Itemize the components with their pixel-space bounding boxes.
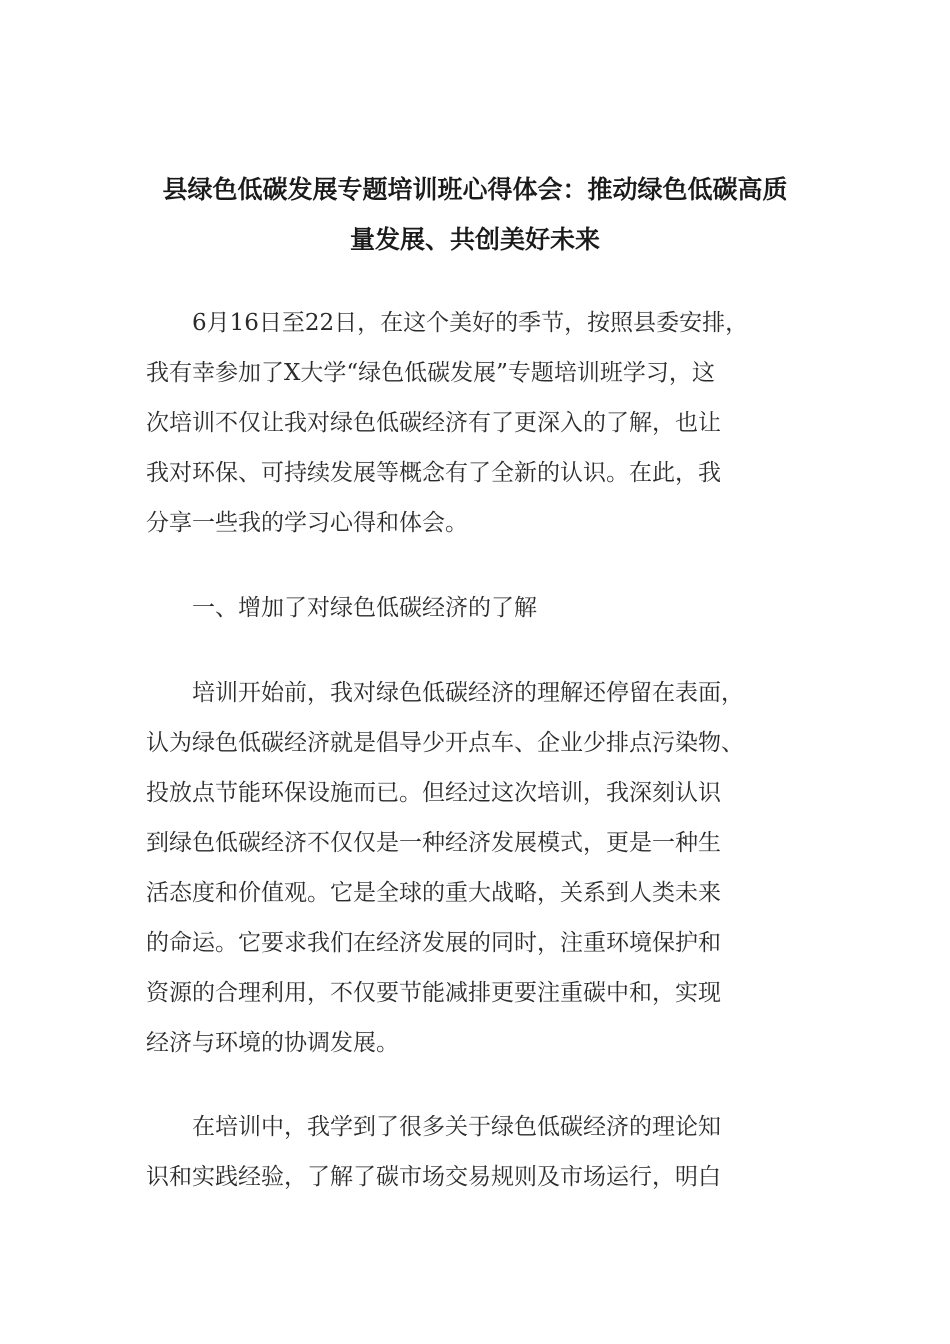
title-line-2: 量发展、共创美好未来 (349, 225, 600, 254)
paragraph-line: 次培训不仅让我对绿色低碳经济有了更深入的了解，也让 (146, 410, 721, 436)
paragraph-line: 活态度和价值观。它是全球的重大战略，关系到人类未来 (146, 880, 721, 906)
document-title (0, 165, 950, 265)
paragraph-line: 培训开始前，我对绿色低碳经济的理解还停留在表面， (146, 680, 744, 706)
paragraph-line: 我对环保、可持续发展等概念有了全新的认识。在此，我 (146, 460, 721, 486)
paragraph-line: 分享一些我的学习心得和体会。 (146, 510, 468, 536)
paragraph-line: 认为绿色低碳经济就是倡导少开点车、企业少排点污染物、 (146, 730, 744, 756)
paragraph-line: 到绿色低碳经济不仅仅是一种经济发展模式，更是一种生 (146, 830, 721, 856)
paragraph-line: 我有幸参加了X大学“绿色低碳发展”专题培训班学习，这 (146, 360, 715, 386)
paragraph-line: 投放点节能环保设施而已。但经过这次培训，我深刻认识 (146, 780, 721, 806)
paragraph-line: 在培训中，我学到了很多关于绿色低碳经济的理论知 (146, 1114, 721, 1140)
paragraph-line: 资源的合理利用，不仅要节能减排更要注重碳中和，实现 (146, 980, 721, 1006)
paragraph-line: 的命运。它要求我们在经济发展的同时，注重环境保护和 (146, 930, 721, 956)
paragraph-line: 识和实践经验，了解了碳市场交易规则及市场运行，明白 (146, 1164, 721, 1190)
paragraph-line: 6月16日至22日，在这个美好的季节，按照县委安排， (146, 310, 749, 336)
paragraph-line: 经济与环境的协调发展。 (146, 1030, 399, 1056)
title-line-1: 县绿色低碳发展专题培训班心得体会：推动绿色低碳高质 (162, 175, 788, 204)
section-heading-text: 一、增加了对绿色低碳经济的了解 (146, 595, 537, 621)
